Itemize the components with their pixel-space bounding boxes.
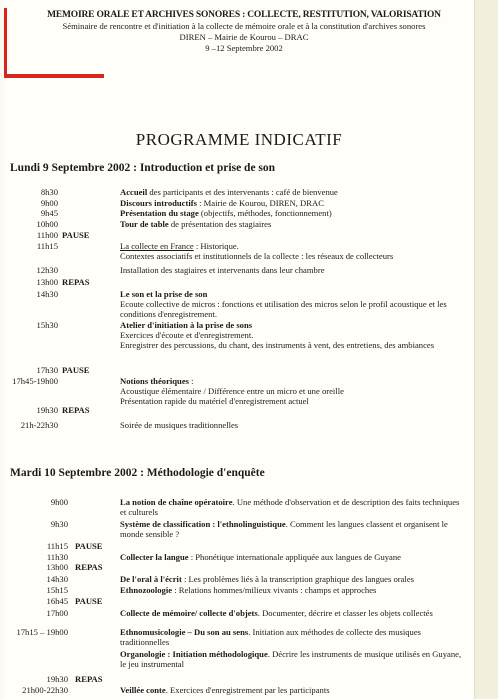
description-text: : Acoustique élémentaire / Différence entre un micro et une oreille Présentation rapide du matériel d'enregistrement actuel — [120, 376, 344, 406]
schedule-description — [120, 574, 466, 584]
schedule-time: 14h30 — [36, 289, 58, 299]
schedule-description — [120, 420, 466, 430]
schedule-description — [120, 265, 466, 275]
schedule-time: 10h00 — [36, 219, 58, 229]
description-text: Installation des stagiaires et intervenants dans leur chambre — [120, 265, 325, 275]
description-text: Exercices d'écoute et d'enregistrement. Enregistrer des percussions, du chant, des instruments à vent, des entretiens, des ambiances — [120, 330, 435, 350]
schedule-time: 17h45-19h00 — [12, 376, 58, 386]
description-text: : Phonétique internationale appliquée aux langues de Guyane — [188, 552, 401, 562]
description-text: . Initiation aux méthodes de collecte des musiques traditionnelles — [120, 627, 422, 647]
schedule-description — [120, 376, 466, 406]
schedule-time: 17h30 — [36, 365, 58, 375]
description-heading: Veillée conte — [120, 685, 166, 695]
description-heading: Discours introductifs — [120, 198, 197, 208]
schedule-time: 17h00 — [46, 608, 68, 618]
break-label: REPAS — [75, 562, 103, 572]
schedule-time: 16h45 — [46, 596, 68, 606]
schedule-description — [120, 208, 466, 218]
schedule-time: 12h30 — [36, 265, 58, 275]
description-text: des participants et des intervenants : café de bienvenue — [147, 187, 338, 197]
description-heading: La notion de chaîne opératoire — [120, 497, 233, 507]
description-text: : Les problèmes liés à la transcription graphique des langues orales — [181, 574, 415, 584]
schedule-time: 21h00-22h30 — [22, 685, 68, 695]
description-heading: Le son et la prise de son — [120, 289, 208, 299]
schedule-description — [120, 289, 466, 319]
description-heading: Atelier d'initiation à la prise de sons — [120, 320, 253, 330]
schedule-time: 17h15 – 19h00 — [16, 627, 68, 637]
schedule-description — [120, 219, 466, 229]
red-accent-bar-vertical — [4, 8, 7, 78]
header-subtitle: Séminaire de rencontre et d'initiation à la collecte de mémoire orale et à la constitution d'archives sonores — [62, 21, 426, 31]
description-text: . Décrire les instruments de musique utilisés en Guyane, le jeu instrumental — [120, 649, 462, 669]
break-label: PAUSE — [75, 541, 103, 551]
break-label: PAUSE — [62, 230, 90, 240]
day-title: Lundi 9 Septembre 2002 : Introduction et prise de son — [10, 162, 276, 174]
description-heading: La collecte en France — [120, 241, 194, 251]
schedule-description — [120, 585, 466, 595]
schedule-description — [120, 649, 466, 669]
schedule-time: 21h-22h30 — [20, 420, 58, 430]
schedule-description — [120, 320, 466, 350]
schedule-description — [120, 198, 466, 208]
description-heading: Ethnomusicologie – Du son au sens — [120, 627, 249, 637]
break-label: PAUSE — [62, 365, 90, 375]
description-heading: Présentation du stage — [120, 208, 199, 218]
description-text: : Mairie de Kourou, DIREN, DRAC — [196, 198, 324, 208]
description-heading: Notions théoriques — [120, 376, 189, 386]
break-label: REPAS — [75, 674, 103, 684]
header-title: MEMOIRE ORALE ET ARCHIVES SONORES : COLLECTE, RESTITUTION, VALORISATION — [47, 10, 441, 20]
schedule-time: 9h00 — [50, 497, 68, 507]
break-label: REPAS — [62, 277, 90, 287]
description-text: de présentation des stagiaires — [168, 219, 272, 229]
schedule-description — [120, 552, 466, 562]
schedule-time: 11h00 — [36, 230, 58, 240]
schedule-time: 13h00 — [46, 562, 68, 572]
schedule-time: 15h30 — [36, 320, 58, 330]
schedule-time: 15h15 — [46, 585, 68, 595]
description-heading: Ethnozoologie — [120, 585, 173, 595]
description-heading: Organologie : Initiation méthodologique — [120, 649, 268, 659]
schedule-time: 11h30 — [46, 552, 68, 562]
schedule-time: 11h15 — [36, 241, 58, 251]
schedule-time: 9h45 — [40, 208, 58, 218]
description-text: . Documenter, décrire et classer les objets collectés — [257, 608, 433, 618]
description-heading: De l'oral à l'écrit — [120, 574, 182, 584]
description-heading: Accueil — [120, 187, 148, 197]
schedule-description — [120, 187, 466, 197]
description-text: . Une méthode d'observation et de description des faits techniques et culturels — [120, 497, 460, 517]
header-dates: 9 –12 Septembre 2002 — [205, 43, 283, 53]
schedule-description — [120, 241, 466, 261]
schedule-time: 9h30 — [50, 519, 68, 529]
red-accent-bar-horizontal — [4, 74, 104, 78]
description-text: : Relations hommes/milieux vivants : champs et approches — [172, 585, 377, 595]
schedule-time: 19h30 — [36, 405, 58, 415]
description-heading: Collecter la langue — [120, 552, 189, 562]
description-text: . Exercices d'enregistrement par les participants — [165, 685, 330, 695]
schedule-time: 9h00 — [40, 198, 58, 208]
schedule-time: 13h00 — [36, 277, 58, 287]
description-text: Soirée de musiques traditionnelles — [120, 420, 239, 430]
break-label: PAUSE — [75, 596, 103, 606]
adjacent-page-edge — [474, 0, 498, 699]
schedule-time: 11h15 — [46, 541, 68, 551]
description-heading: Système de classification : l'ethnolinguistique — [120, 519, 286, 529]
description-heading: Tour de table — [120, 219, 169, 229]
schedule-description — [120, 608, 466, 618]
programme-title: PROGRAMME INDICATIF — [135, 130, 343, 149]
schedule-time: 19h30 — [46, 674, 68, 684]
schedule-description — [120, 519, 466, 539]
schedule-description — [120, 627, 466, 647]
day-title: Mardi 10 Septembre 2002 : Méthodologie d'enquête — [10, 467, 265, 479]
description-text: (objectifs, méthodes, fonctionnement) — [198, 208, 332, 218]
break-label: REPAS — [62, 405, 90, 415]
page-header — [14, 10, 474, 54]
description-text: . Comment les langues classent et organisent le monde sensible ? — [120, 519, 448, 539]
header-organizers: DIREN – Mairie de Kourou – DRAC — [179, 32, 309, 42]
schedule-description — [120, 497, 466, 517]
description-heading: Collecte de mémoire/ collecte d'objets — [120, 608, 258, 618]
schedule-time: 8h30 — [40, 187, 58, 197]
description-text: Ecoute collective de micros : fonctions et utilisation des micros selon le profil acoustique et les conditions d'enregistrement. — [120, 299, 447, 319]
programme-page — [4, 0, 474, 699]
description-text: : Historique. Contextes associatifs et institutionnels de la collecte : les réseaux de collecteurs — [120, 241, 394, 261]
schedule-description — [120, 685, 466, 695]
schedule-time: 14h30 — [46, 574, 68, 584]
